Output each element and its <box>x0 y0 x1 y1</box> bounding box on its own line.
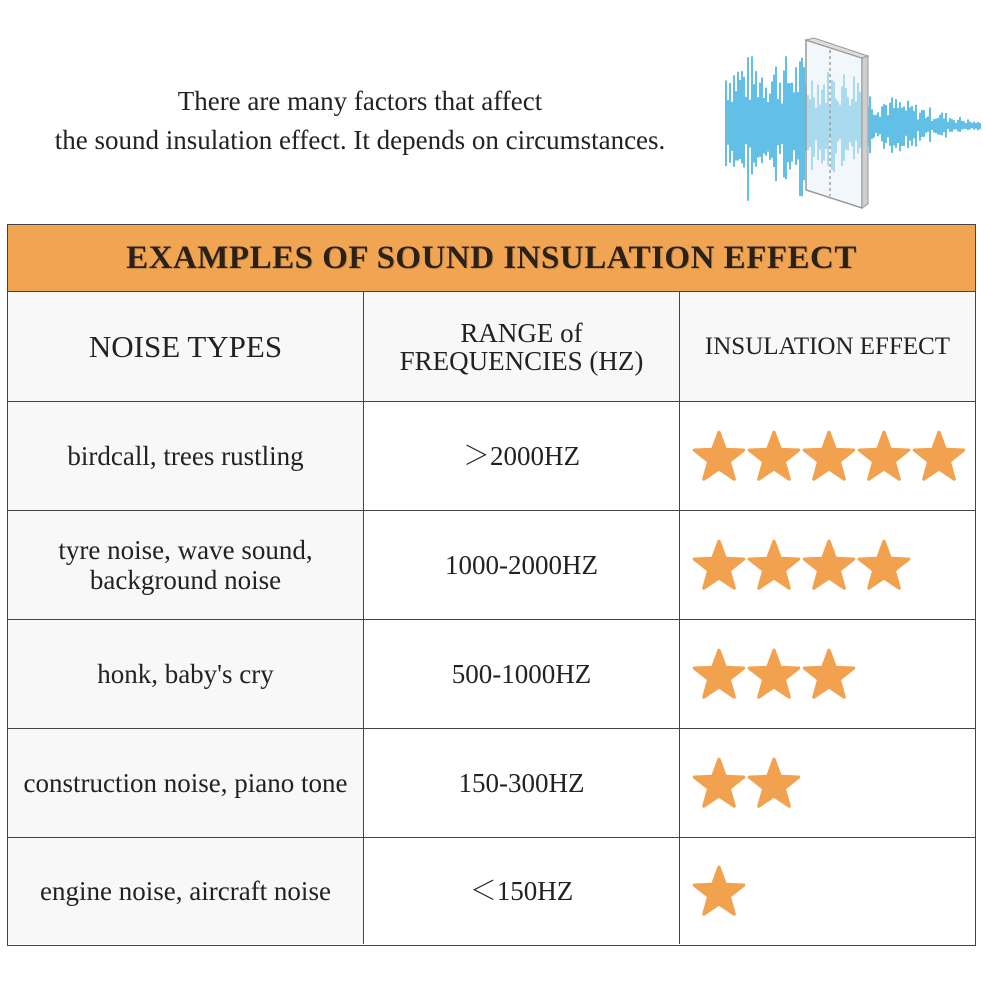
table-row <box>8 729 975 838</box>
glass-panel-icon <box>806 40 862 208</box>
insulation-table <box>7 224 976 946</box>
range-cell: 500-1000HZ <box>364 620 680 728</box>
star-icon <box>802 538 856 592</box>
rating-cell <box>680 620 975 728</box>
header-noise-types: NOISE TYPES <box>8 292 364 401</box>
rating-cell <box>680 511 975 619</box>
table-row <box>8 511 975 620</box>
star-icon <box>857 429 911 483</box>
star-icon <box>857 538 911 592</box>
star-icon <box>692 429 746 483</box>
star-rating <box>692 756 801 810</box>
star-icon <box>802 429 856 483</box>
star-icon <box>802 647 856 701</box>
noise-type-cell: construction noise, piano tone <box>8 729 364 837</box>
intro-line-1: There are many factors that affect <box>177 86 543 116</box>
star-rating <box>692 864 746 918</box>
noise-type-cell: engine noise, aircraft noise <box>8 838 364 944</box>
header-range-line-2: FREQUENCIES (HZ) <box>399 345 644 376</box>
star-icon <box>692 538 746 592</box>
star-icon <box>747 647 801 701</box>
star-icon <box>747 538 801 592</box>
header-range <box>364 292 680 401</box>
star-rating <box>692 647 856 701</box>
table-row <box>8 620 975 729</box>
range-cell: ＜150HZ <box>364 838 680 944</box>
noise-type-cell: tyre noise, wave sound, background noise <box>8 511 364 619</box>
rating-cell <box>680 729 975 837</box>
star-rating <box>692 538 911 592</box>
star-icon <box>692 647 746 701</box>
noise-type-cell: honk, baby's cry <box>8 620 364 728</box>
star-icon <box>747 429 801 483</box>
range-cell: 150-300HZ <box>364 729 680 837</box>
rating-cell <box>680 838 975 944</box>
table-header-row <box>8 292 975 402</box>
noise-type-cell: birdcall, trees rustling <box>8 402 364 510</box>
header-range-line-1: RANGE of <box>460 317 583 348</box>
table-title-bar <box>8 225 975 292</box>
table-row <box>8 838 975 944</box>
table-row <box>8 402 975 511</box>
range-cell: 1000-2000HZ <box>364 511 680 619</box>
star-icon <box>912 429 966 483</box>
range-cell: ＞2000HZ <box>364 402 680 510</box>
star-icon <box>747 756 801 810</box>
intro-line-2: the sound insulation effect. It depends on circumstances. <box>54 125 666 155</box>
rating-cell <box>680 402 975 510</box>
sound-wave-icon <box>722 36 983 212</box>
header-insulation-effect: INSULATION EFFECT <box>680 292 975 401</box>
star-icon <box>692 864 746 918</box>
star-rating <box>692 429 966 483</box>
star-icon <box>692 756 746 810</box>
intro-text <box>10 82 710 160</box>
table-title: EXAMPLES OF SOUND INSULATION EFFECT <box>126 239 857 276</box>
